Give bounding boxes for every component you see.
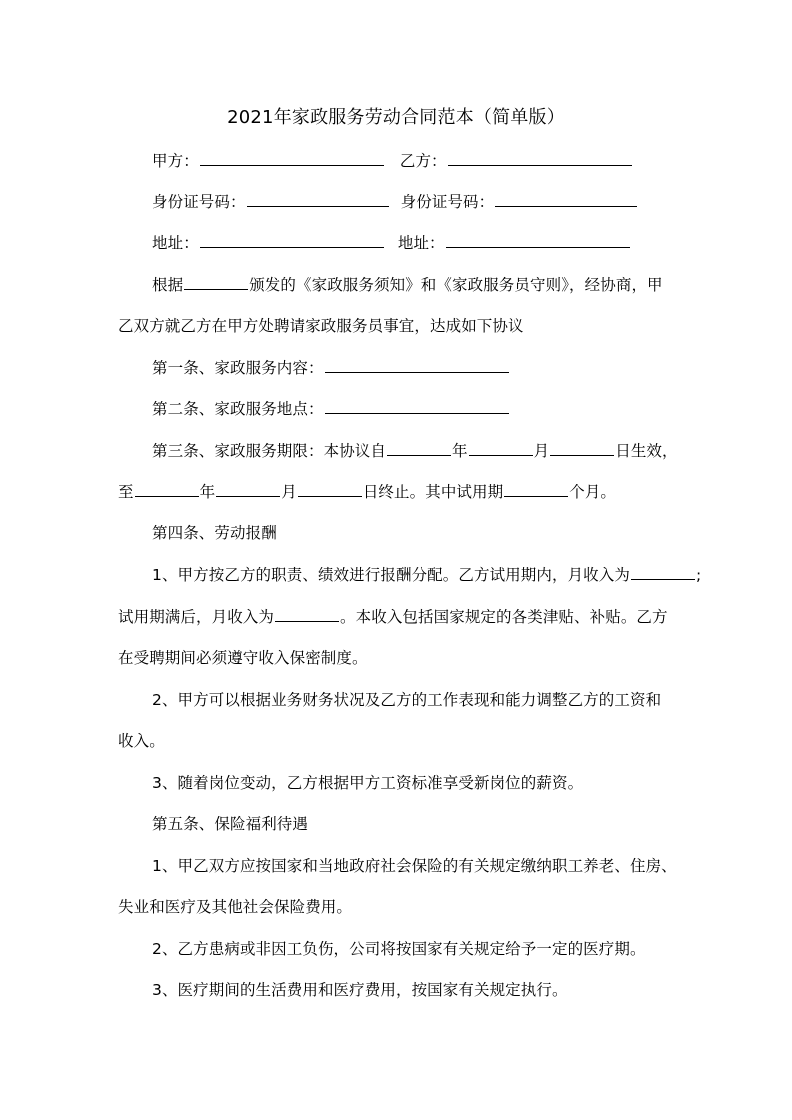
start-month-blank[interactable] <box>469 440 533 456</box>
semicolon: ; <box>695 566 702 584</box>
address-line <box>152 232 631 254</box>
month-text: 月 <box>533 442 550 460</box>
article-2 <box>152 398 510 420</box>
article-4-1-line-3: 在受聘期间必须遵守收入保密制度。 <box>118 649 368 667</box>
day-start-text: 日生效， <box>615 442 678 460</box>
start-day-blank[interactable] <box>550 440 614 456</box>
article-4-1-text: 。本收入包括国家规定的各类津贴、补贴。乙方 <box>340 608 668 626</box>
party-b-blank[interactable] <box>448 150 632 166</box>
addr-b-blank[interactable] <box>446 232 630 248</box>
preamble-text: 颁发的《家政服务须知》和《家政服务员守则》，经协商，甲 <box>249 276 663 294</box>
article-5-1-line-1: 1、甲乙双方应按国家和当地政府社会保险的有关规定缴纳职工养老、住房、 <box>152 857 677 875</box>
article-4-3: 3、随着岗位变动，乙方根据甲方工资标准享受新岗位的薪资。 <box>152 774 584 792</box>
authority-blank[interactable] <box>184 274 248 290</box>
months-text: 个月。 <box>569 483 617 501</box>
article-4-1-text: 试用期满后，月收入为 <box>118 608 275 626</box>
addr-a-label: 地址： <box>152 234 199 252</box>
article-5-1-line-2: 失业和医疗及其他社会保险费用。 <box>118 898 353 916</box>
article-5-heading: 第五条、保险福利待遇 <box>152 815 309 833</box>
addr-b-label: 地址： <box>397 234 445 252</box>
year-text: 年 <box>452 442 468 460</box>
article-5-2: 2、乙方患病或非因工负伤，公司将按国家有关规定给予一定的医疗期。 <box>152 940 646 958</box>
party-a-blank[interactable] <box>200 150 384 166</box>
article-3-line-1 <box>152 440 678 462</box>
id-b-label: 身份证号码： <box>400 193 495 211</box>
article-5-3: 3、医疗期间的生活费用和医疗费用，按国家有关规定执行。 <box>152 981 568 999</box>
document-title: 2021年家政服务劳动合同范本（简单版） <box>227 107 565 128</box>
article-4-2-line-2: 收入。 <box>118 732 165 750</box>
preamble-line-1 <box>152 274 663 296</box>
day-end-text: 日终止。其中试用期 <box>362 483 504 501</box>
preamble-text: 根据 <box>152 276 184 294</box>
preamble-line-2: 乙双方就乙方在甲方处聘请家政服务员事宜，达成如下协议 <box>118 317 524 335</box>
year-text: 年 <box>199 483 216 501</box>
addr-a-blank[interactable] <box>200 232 384 248</box>
probation-months-blank[interactable] <box>504 481 568 497</box>
service-content-blank[interactable] <box>325 357 509 373</box>
month-text: 月 <box>281 483 297 501</box>
party-line <box>152 150 633 172</box>
article-4-2-line-1: 2、甲方可以根据业务财务状况及乙方的工作表现和能力调整乙方的工资和 <box>152 691 662 709</box>
service-location-blank[interactable] <box>325 398 509 414</box>
regular-income-blank[interactable] <box>275 606 339 622</box>
article-1 <box>152 357 510 379</box>
end-year-blank[interactable] <box>135 481 199 497</box>
end-day-blank[interactable] <box>298 481 362 497</box>
article-4-1-text: 1、甲方按乙方的职责、绩效进行报酬分配。乙方试用期内，月收入为 <box>152 566 630 584</box>
id-b-blank[interactable] <box>495 191 637 207</box>
end-month-blank[interactable] <box>216 481 280 497</box>
article-4-1-line-2 <box>118 606 668 628</box>
to-text: 至 <box>118 483 134 501</box>
party-a-label: 甲方： <box>152 152 199 170</box>
article-2-label: 第二条、家政服务地点： <box>152 400 324 418</box>
probation-income-blank[interactable] <box>631 564 695 580</box>
party-b-label: 乙方： <box>399 152 447 170</box>
article-4-heading: 第四条、劳动报酬 <box>152 524 277 542</box>
start-year-blank[interactable] <box>387 440 451 456</box>
article-3-label: 第三条、家政服务期限：本协议自 <box>152 442 387 460</box>
article-4-1-line-1 <box>152 564 701 586</box>
id-a-blank[interactable] <box>247 191 389 207</box>
article-1-label: 第一条、家政服务内容： <box>152 359 324 377</box>
id-line <box>152 191 638 213</box>
id-a-label: 身份证号码： <box>152 193 246 211</box>
article-3-line-2 <box>118 481 616 503</box>
